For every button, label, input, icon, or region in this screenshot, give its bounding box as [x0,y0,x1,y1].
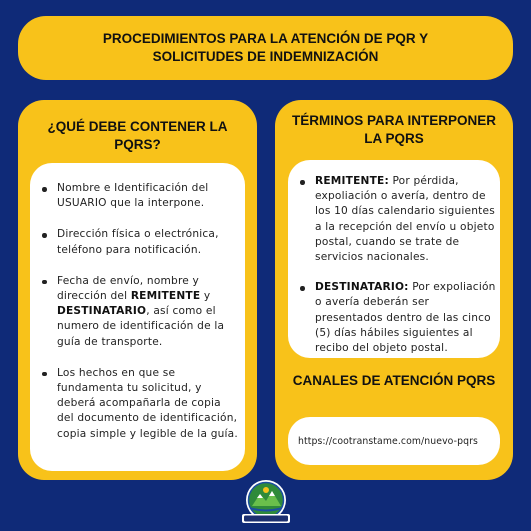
title-banner [18,16,513,80]
bullet-icon [42,372,47,377]
list-item: Nombre e Identificación del USUARIO que la interpone. [40,181,240,211]
list-item: DESTINATARIO: Por expoliación o avería deberán ser presentados dentro de las cinco (5) días hábiles siguientes al recibo del objeto postal. [298,280,496,356]
bullet-icon [300,180,305,185]
bullet-icon [42,233,47,238]
list-item: Fecha de envío, nombre y dirección del REMITENTE y DESTINATARIO, así como el numero de identificación de la guía de transporte. [40,274,240,350]
terms-card [288,160,500,358]
list-item: REMITENTE: Por pérdida, expoliación o avería, dentro de los 10 días calendario siguientes a la recepción del envío u objeto postal, cuando se trate de servicios nacionales. [298,174,496,265]
cooperative-seal-logo-icon [236,478,296,528]
contents-list [40,181,240,458]
bullet-icon [300,286,305,291]
channels-card [288,417,500,465]
terms-panel [275,100,513,480]
page-title: PROCEDIMIENTOS PARA LA ATENCIÓN DE PQR Y SOLICITUDES DE INDEMNIZACIÓN [102,31,429,64]
contents-card [30,163,245,471]
bullet-icon [42,280,47,285]
terms-heading: TÉRMINOS PARA INTERPONER LA PQRS [291,113,496,146]
contents-panel [18,100,257,480]
terms-list [298,174,496,371]
contents-heading: ¿QUÉ DEBE CONTENER LA PQRS? [47,119,228,152]
list-item: Los hechos en que se fundamenta tu solicitud, y deberá acompañarla de copia del documento de identificación, copia simple y legible de la guía. [40,366,240,442]
channels-heading: CANALES DE ATENCIÓN PQRS [292,373,496,388]
bullet-icon [42,187,47,192]
list-item: Dirección física o electrónica, teléfono para notificación. [40,227,240,257]
pqrs-link[interactable]: https://cootranstame.com/nuevo-pqrs [298,435,478,447]
